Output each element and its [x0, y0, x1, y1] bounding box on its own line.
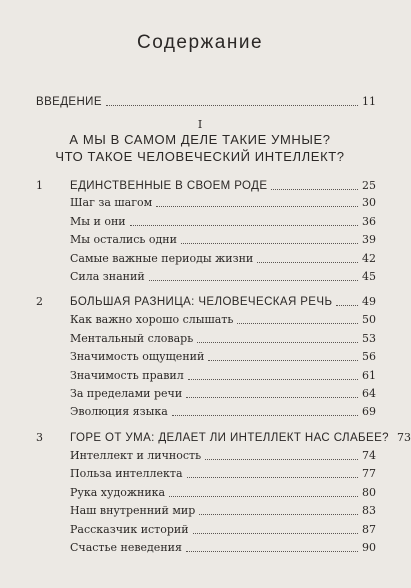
dot-leader: [130, 224, 358, 226]
toc-section[interactable]: [36, 249, 376, 267]
section-title: Мы остались одни: [70, 233, 177, 246]
section-title: Эволюция языка: [70, 405, 168, 418]
section-title: Рука художника: [70, 486, 166, 499]
toc-section[interactable]: [36, 384, 376, 402]
toc-section[interactable]: [36, 347, 376, 365]
section-title: Счастье неведения: [70, 541, 182, 554]
part-number: I: [197, 118, 203, 131]
toc-entry-label: ВВЕДЕНИЕ: [36, 96, 102, 108]
dot-leader: [106, 104, 358, 106]
dot-leader: [336, 304, 358, 306]
dot-leader: [205, 458, 358, 460]
toc-section[interactable]: [36, 230, 376, 248]
toc-section[interactable]: [36, 267, 376, 285]
section-title: Значимость ощущений: [70, 350, 205, 363]
dot-leader: [149, 279, 358, 281]
section-page: 53: [362, 332, 376, 345]
section-page: 36: [362, 215, 376, 228]
dot-leader: [169, 495, 358, 497]
section-page: 83: [362, 504, 376, 517]
chapter-title: БОЛЬШАЯ РАЗНИЦА: ЧЕЛОВЕЧЕСКАЯ РЕЧЬ: [70, 296, 333, 308]
toc-section[interactable]: [36, 538, 376, 556]
dot-leader: [257, 261, 358, 263]
section-title: Ментальный словарь: [70, 332, 194, 345]
page-title: Содержание: [136, 32, 264, 53]
section-page: 90: [362, 541, 376, 554]
chapter-number: 3: [36, 431, 43, 444]
part-title-line-2: ЧТО ТАКОЕ ЧЕЛОВЕЧЕСКИЙ ИНТЕЛЛЕКТ?: [55, 149, 345, 164]
toc-section[interactable]: [36, 402, 376, 420]
toc-section[interactable]: [36, 520, 376, 538]
chapter-number: 2: [36, 295, 43, 308]
toc-entry-intro[interactable]: [36, 92, 376, 110]
dot-leader: [187, 476, 358, 478]
section-title: Рассказчик историй: [70, 523, 189, 536]
section-page: 87: [362, 523, 376, 536]
section-page: 61: [362, 369, 376, 382]
section-title: Сила знаний: [70, 270, 145, 283]
toc-chapter-2[interactable]: [36, 292, 376, 310]
toc-section[interactable]: [36, 193, 376, 211]
section-page: 74: [362, 449, 376, 462]
toc-section[interactable]: [36, 366, 376, 384]
section-page: 45: [362, 270, 376, 283]
chapter-page: 25: [362, 179, 376, 192]
section-title: Мы и они: [70, 215, 126, 228]
toc-section[interactable]: [36, 329, 376, 347]
toc-section[interactable]: [36, 464, 376, 482]
dot-leader: [193, 532, 358, 534]
dot-leader: [208, 359, 358, 361]
dot-leader: [172, 414, 358, 416]
dot-leader: [186, 396, 358, 398]
toc-chapter-3[interactable]: [36, 428, 411, 446]
dot-leader: [271, 188, 358, 190]
section-page: 64: [362, 387, 376, 400]
section-page: 39: [362, 233, 376, 246]
toc-section[interactable]: [36, 446, 376, 464]
dot-leader: [237, 322, 358, 324]
section-page: 77: [362, 467, 376, 480]
section-title: Как важно хорошо слышать: [70, 313, 234, 326]
section-page: 50: [362, 313, 376, 326]
dot-leader: [199, 513, 358, 515]
section-title: Самые важные периоды жизни: [70, 252, 254, 265]
chapter-title: ГОРЕ ОТ УМА: ДЕЛАЕТ ЛИ ИНТЕЛЛЕКТ НАС СЛАБЕЕ?: [70, 432, 389, 444]
dot-leader: [186, 550, 358, 552]
dot-leader: [181, 242, 358, 244]
toc-entry-page: 11: [362, 95, 376, 108]
chapter-page: 49: [362, 295, 376, 308]
section-title: Наш внутренний мир: [70, 504, 196, 517]
toc-section[interactable]: [36, 310, 376, 328]
section-page: 80: [362, 486, 376, 499]
section-page: 56: [362, 350, 376, 363]
part-title-line-1: А МЫ В САМОМ ДЕЛЕ ТАКИЕ УМНЫЕ?: [69, 132, 331, 147]
section-title: За пределами речи: [70, 387, 183, 400]
toc-section[interactable]: [36, 212, 376, 230]
section-title: Польза интеллекта: [70, 467, 183, 480]
chapter-page: 73: [396, 431, 411, 444]
dot-leader: [188, 378, 358, 380]
toc-section[interactable]: [36, 483, 376, 501]
section-title: Значимость правил: [70, 369, 184, 382]
section-title: Интеллект и личность: [70, 449, 202, 462]
chapter-number: 1: [36, 179, 43, 192]
toc-section[interactable]: [36, 501, 376, 519]
toc-chapter-1[interactable]: [36, 176, 376, 194]
dot-leader: [156, 205, 358, 207]
section-title: Шаг за шагом: [70, 196, 153, 209]
section-page: 42: [362, 252, 376, 265]
chapter-title: ЕДИНСТВЕННЫЕ В СВОЕМ РОДЕ: [70, 180, 268, 192]
dot-leader: [197, 341, 358, 343]
section-page: 30: [362, 196, 376, 209]
section-page: 69: [362, 405, 376, 418]
